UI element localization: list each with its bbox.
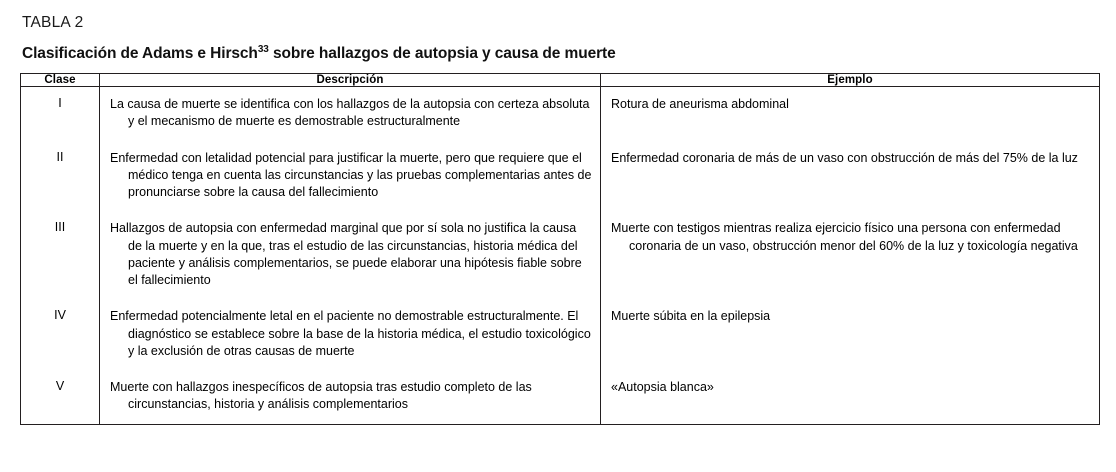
- column-header-descripcion: Descripción: [100, 74, 601, 87]
- table-title-reference: 33: [257, 44, 269, 55]
- table-row: [21, 87, 1100, 141]
- cell-clase: III: [21, 211, 100, 299]
- table-row: [21, 370, 1100, 424]
- classification-table: [20, 73, 1100, 425]
- cell-ejemplo-text: Muerte súbita en la epilepsia: [611, 309, 771, 324]
- cell-clase: V: [21, 370, 100, 424]
- table-title: [22, 44, 1096, 63]
- header-row: [21, 74, 1100, 87]
- cell-ejemplo: [601, 299, 1100, 370]
- table-label: TABLA 2: [22, 14, 84, 31]
- table-row: [21, 299, 1100, 370]
- cell-descripcion: [100, 370, 601, 424]
- cell-ejemplo: [601, 141, 1100, 212]
- table-header: [21, 74, 1100, 87]
- cell-ejemplo-text: Rotura de aneurisma abdominal: [611, 97, 789, 112]
- cell-ejemplo: [601, 87, 1100, 141]
- cell-ejemplo: [601, 370, 1100, 424]
- column-header-ejemplo: Ejemplo: [601, 74, 1100, 87]
- table-row: [21, 141, 1100, 212]
- cell-descripcion: [100, 299, 601, 370]
- cell-clase: IV: [21, 299, 100, 370]
- column-header-clase: Clase: [21, 74, 100, 87]
- cell-descripcion: [100, 141, 601, 212]
- table-title-rest: sobre hallazgos de autopsia y causa de muerte: [268, 45, 616, 63]
- cell-descripcion: [100, 211, 601, 299]
- cell-descripcion-text: La causa de muerte se identifica con los hallazgos de la autopsia con certeza absoluta y el mecanismo de muerte es demostrable estructuralmente: [110, 97, 590, 129]
- cell-clase: II: [21, 141, 100, 212]
- cell-descripcion-text: Enfermedad con letalidad potencial para justificar la muerte, pero que requiere que el médico tenga en cuenta las circunstancias y las pruebas complementarias antes de pronunciarse sobre la causa del fallecimiento: [110, 150, 592, 200]
- cell-ejemplo-text: Muerte con testigos mientras realiza ejercicio físico una persona con enfermedad coronaria de un vaso, obstrucción menor del 60% de la luz y toxicología negativa: [611, 221, 1078, 253]
- cell-ejemplo: [601, 211, 1100, 299]
- cell-descripcion-text: Muerte con hallazgos inespecíficos de autopsia tras estudio completo de las circunstancias, historia y análisis complementarios: [110, 380, 532, 412]
- cell-clase: I: [21, 87, 100, 141]
- table-row: [21, 211, 1100, 299]
- table-body: [21, 87, 1100, 425]
- cell-descripcion: [100, 87, 601, 141]
- cell-descripcion-text: Hallazgos de autopsia con enfermedad marginal que por sí sola no justifica la causa de la muerte y en la que, tras el estudio de las circunstancias, historia médica del paciente y análisis complementarios, se puede elaborar una hipótesis fiable sobre el fallecimiento: [110, 221, 582, 288]
- cell-ejemplo-text: Enfermedad coronaria de más de un vaso con obstrucción de más del 75% de la luz: [611, 150, 1078, 165]
- cell-descripcion-text: Enfermedad potencialmente letal en el paciente no demostrable estructuralmente. El diagnóstico se establece sobre la base de la historia médica, el estudio toxicológico y la exclusión de otras causas de muerte: [110, 309, 591, 358]
- cell-ejemplo-text: «Autopsia blanca»: [611, 380, 714, 395]
- table-title-main: Clasificación de Adams e Hirsch: [22, 45, 258, 63]
